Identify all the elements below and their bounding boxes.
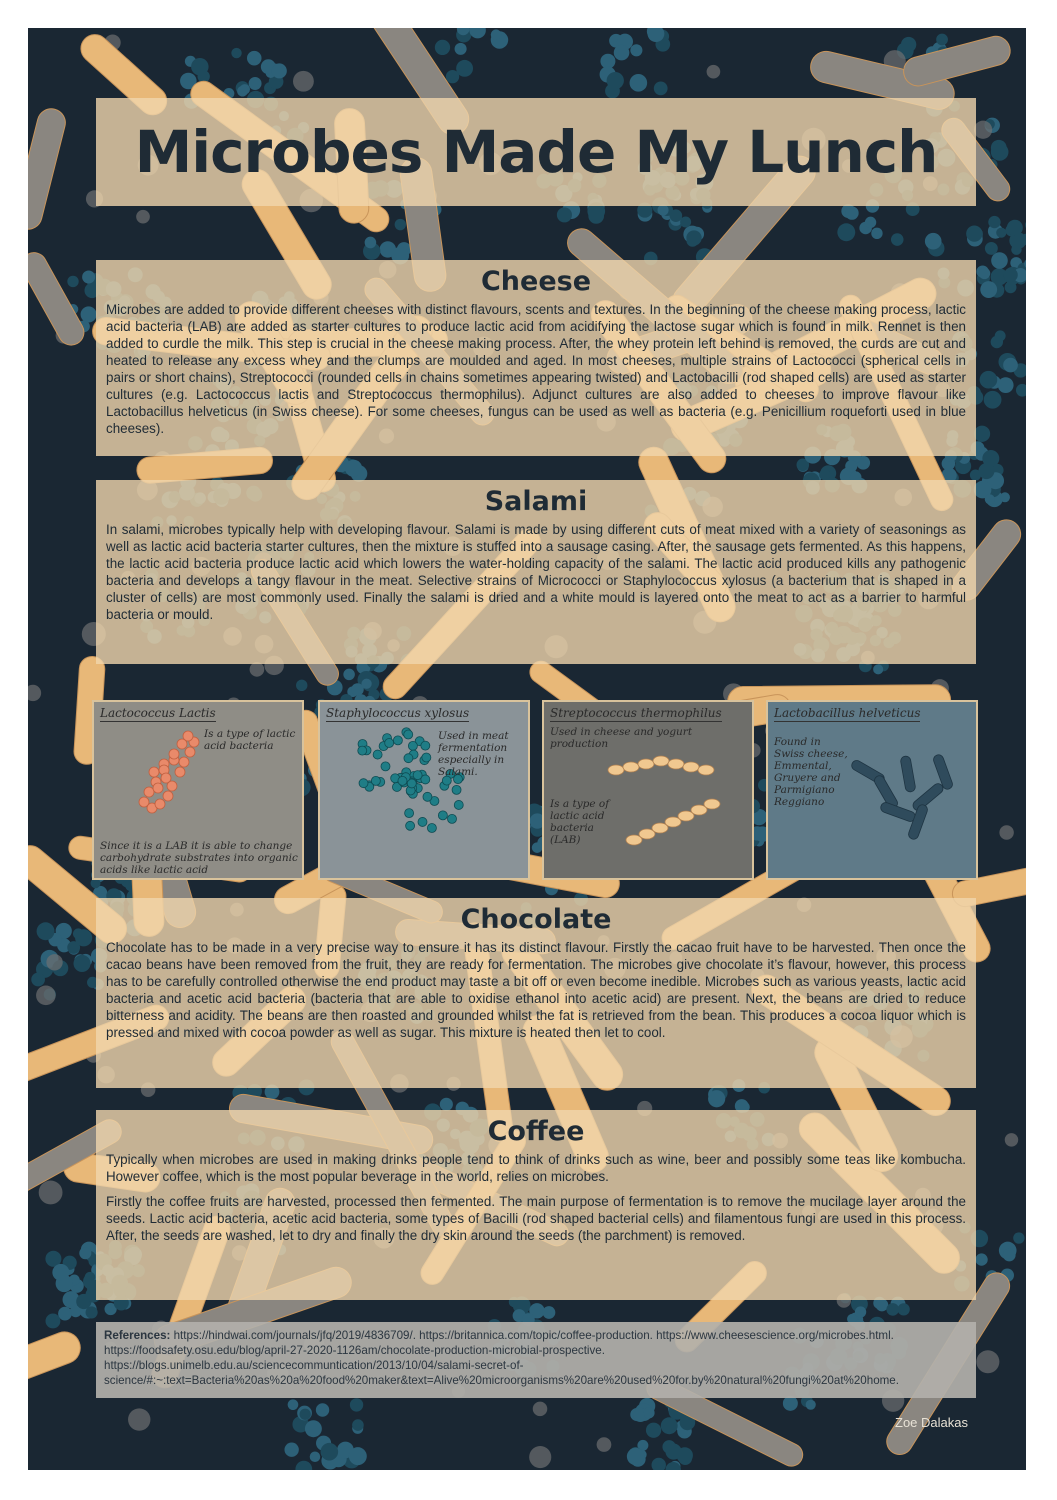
sphere-shape [250,662,265,677]
cell-shape [179,757,189,767]
card-note: Is a type of lactic acid bacteria (LAB) [550,798,610,846]
coccus-shape [658,205,669,216]
references-text: https://hindwai.com/journals/jfq/2019/4836709/. https://britannica.com/topic/coffee-production. https://www.cheesescience.org/microbes.html. https://foodsafety.osu.edu/blog/april-27-2020-1126am/chocolate-production-microbial-prospective. https://blogs.unimelb.edu.au/sciencecommuntication/2013/10/04/salami-secret-of-science/#:~:text=Bacteria%20as%20a%20food%20maker&text=Alive%20microorganisms%20are%20used%20for.by%20natural%20fungi%20at%20home. [104,1329,899,1387]
coccus-shape [81,306,97,322]
coccus-shape [855,1306,866,1317]
cell-shape [149,767,159,777]
cell-shape [608,765,624,775]
cell-shape [161,773,171,783]
cell-shape [404,730,413,739]
coccus-shape [643,1407,654,1418]
coccus-shape [630,44,642,56]
cell-shape [421,741,430,750]
coccus-shape [871,228,882,239]
rod-shape [900,33,1013,89]
cell-shape [454,800,463,809]
references [96,1322,976,1398]
coccus-shape [966,225,982,241]
coccus-shape [982,450,999,467]
coccus-shape [67,276,78,287]
coccus-shape [75,929,92,946]
cell-shape [683,762,699,772]
coccus-shape [272,63,287,78]
coccus-shape [886,1303,899,1316]
coccus-shape [975,1253,987,1265]
coccus-shape [288,1399,299,1410]
coccus-shape [284,1443,298,1457]
coccus-shape [686,230,701,245]
cell-shape [185,747,195,757]
cell-shape [175,767,185,777]
coccus-shape [1007,220,1023,236]
sphere-shape [293,71,314,92]
cell-shape [907,803,929,840]
coffee-section [96,1110,976,1300]
coccus-shape [345,460,362,477]
rod-shape [28,1327,85,1391]
cell-shape [452,785,461,794]
sphere-shape [39,1181,63,1205]
poster-title: Microbes Made My Lunch [134,118,938,186]
card-lactobacillus-helveticus [766,700,978,880]
card-title: Staphylococcus xylosus [326,706,470,720]
coffee-title: Coffee [487,1116,585,1147]
card-title: Streptococcus thermophilus [550,706,722,720]
coccus-shape [898,1303,910,1315]
coccus-shape [395,219,406,230]
cell-shape [405,809,414,818]
coccus-shape [191,58,208,75]
coccus-shape [991,252,1008,269]
cell-shape [653,756,669,766]
coccus-shape [295,1461,312,1470]
coccus-shape [980,281,997,298]
coccus-shape [361,679,371,689]
coccus-shape [837,223,855,241]
coccus-shape [661,1417,678,1434]
coccus-shape [249,77,262,90]
coccus-shape [984,391,1002,409]
sphere-shape [46,954,62,970]
cheese-title: Cheese [480,266,592,297]
coccus-shape [925,233,942,250]
coccus-shape [614,45,630,61]
card-note: Found in Swiss cheese, Emmental, Gruyere and Parmigiano Reggiano [774,736,848,808]
coccus-shape [652,1458,666,1470]
coccus-shape [52,1264,69,1281]
salami-title: Salami [484,486,588,517]
coccus-shape [440,1098,453,1111]
rod-shape [28,248,89,350]
coccus-shape [646,1423,661,1438]
poster [28,28,1026,1470]
cell-shape [879,801,916,823]
coccus-shape [783,1396,798,1411]
coccus-shape [491,29,502,40]
cell-shape [638,759,654,769]
coccus-shape [305,1420,322,1437]
sphere-shape [974,121,992,139]
coccus-shape [316,1403,329,1416]
sphere-shape [597,1437,612,1452]
cell-shape [144,787,154,797]
coccus-shape [46,1314,61,1329]
sphere-shape [1005,1133,1018,1146]
bacteria-cards [92,700,998,880]
coccus-shape [231,48,241,58]
cell-shape [406,821,415,830]
staphylococcus-cells [320,702,530,880]
cell-shape [438,811,447,820]
coccus-shape [988,216,1000,228]
title-panel [96,98,976,206]
coccus-shape [1016,384,1026,397]
cell-shape [155,799,165,809]
coccus-shape [1005,281,1017,293]
cell-shape [398,776,407,785]
coffee-text-1: Typically when microbes are used in making drinks people tend to think of drinks such as wine, beer and possibly some teas like kombucha. However coffee, which is the most popular beverage in the world, relies on microbes. [106,1152,966,1184]
coccus-shape [365,237,377,249]
coccus-shape [247,51,262,66]
cell-shape [371,776,380,785]
card-staphylococcus-xylosus [318,700,530,880]
coccus-shape [974,426,990,442]
coccus-shape [350,1398,363,1411]
coccus-shape [455,43,467,55]
coccus-shape [607,72,624,89]
sphere-shape [707,65,721,79]
coccus-shape [446,70,459,83]
coccus-shape [469,28,485,38]
card-streptococcus-thermophilus [542,700,754,880]
cell-shape [177,739,187,749]
coccus-shape [980,371,998,389]
cell-shape [404,754,413,763]
coccus-shape [58,1307,72,1321]
cheese-section [96,260,976,456]
author: Zoe Dalakas [895,1415,968,1430]
coccus-shape [845,206,858,219]
coccus-shape [996,228,1006,238]
sphere-shape [999,825,1013,839]
coccus-shape [1000,492,1010,502]
cell-shape [668,759,684,769]
card-note: Since it is a LAB it is able to change carbohydrate substrates into organic acids like lactic acid [100,840,298,876]
coccus-shape [1004,268,1018,282]
cell-shape [698,765,714,775]
coccus-shape [991,143,1009,161]
coccus-shape [1003,1249,1016,1262]
cell-shape [163,791,173,801]
coccus-shape [985,242,998,255]
coccus-shape [876,1299,889,1312]
rod-shape [28,106,68,232]
coccus-shape [82,270,95,283]
cell-shape [385,738,394,747]
card-title: Lactococcus Lactis [100,706,216,720]
chocolate-text: Chocolate has to be made in a very precise way to ensure it has its distinct flavour. Firstly the cacao fruit have to be harvested. Then once the cacao beans have been removed from the fruit, they are ready for fermentation. The microbes give chocolate it’s flavour, however, this process has to be carefully controlled otherwise the end product may taste a bit off or even become inedible. Microbes such as various yeasts, lactic acid bacteria and acetic acid bacteria (bacteria that are able to oxidise ethanol into acetic acid) are present. Next, the beans are dried to reduce bitterness and acidity. The beans are then roasted and grounded whilst the fat is retrieved from the bean. This produces a cocoa liquor which is pressed and mixed with cocoa powder as well as sugar. This mixture is heated then let to cool. [106,940,966,1040]
cell-shape [704,799,720,809]
sphere-shape [28,685,41,701]
sphere-shape [136,210,150,224]
coffee-text-2: Firstly the coffee fruits are harvested, processed then fermented. The main purpose of fermentation is to remove the mucilage layer around the seeds. Lactic acid bacteria, acetic acid bacteria, some types of Bacilli (rod shaped bacterial cells) and filamentous fungi are used in this process. After, the seeds are washed, let to dry and finally the dry skin around the seeds (the parchment) is removed. [106,1194,966,1243]
cell-shape [381,762,390,771]
sphere-shape [529,1446,551,1468]
card-note: Used in cheese and yogurt production [550,726,693,750]
coccus-shape [73,955,90,972]
coccus-shape [985,494,995,504]
card-note: Is a type of lactic acid bacteria [204,728,296,752]
coccus-shape [873,664,883,674]
coccus-shape [654,81,668,95]
cell-shape [422,753,431,762]
card-lactococcus-lactis [92,700,304,880]
coccus-shape [845,460,857,472]
coccus-shape [708,1090,725,1107]
coccus-shape [352,1419,364,1431]
coccus-shape [665,1443,681,1459]
coccus-shape [557,207,572,222]
chocolate-section [96,898,976,1088]
coccus-shape [979,268,991,280]
salami-text: In salami, microbes typically help with developing flavour. Salami is made by using different cuts of meat mixed with a variety of seasonings as well as lactic acid bacteria starter cultures, then the mixture is stuffed into a sausage casing. After, the sausage gets fermented. As this happens, the lactic acid bacteria produce lactic acid which lowers the water-holding capacity of the salami. The lactic acid produced kills any pathogenic bacteria and develops a tangy flavour in the meat. Selective strains of Micrococci or Staphylococcus xylosus (a bacterium that is shaped in a cluster of cells) are most commonly used. Finally the salami is dried and a white mould is layered onto the meat to act as a barrier to harmful bacteria or mould. [106,522,966,622]
card-title: Lactobacillus helveticus [774,706,921,720]
coccus-shape [343,669,355,681]
cell-shape [358,746,367,755]
cell-shape [359,779,368,788]
coccus-shape [680,216,691,227]
salami-section [96,480,976,664]
cell-shape [423,792,432,801]
coccus-shape [891,233,904,246]
cell-shape [393,736,402,745]
coccus-shape [1025,219,1026,231]
cell-shape [418,817,427,826]
coccus-shape [806,1400,816,1410]
coccus-shape [627,1448,644,1465]
coccus-shape [543,1306,556,1319]
cell-shape [408,741,417,750]
cell-shape [900,755,916,792]
coccus-shape [630,74,648,92]
references-label: References: [104,1329,171,1342]
coccus-shape [300,1409,311,1420]
coccus-shape [1003,358,1018,373]
sphere-shape [36,986,56,1006]
coccus-shape [37,922,55,940]
cell-shape [169,749,179,759]
coccus-shape [349,1447,367,1465]
cheese-text: Microbes are added to provide different cheeses with distinct flavours, scents and textures. In the beginning of the cheese making process, lactic acid bacteria (LAB) are added as starter cultures to produce lactic acid from acidifying the lactose sugar which is found in milk. Rennet is then added to curdle the milk. This step is crucial in the cheese making process. After, the whey protein left behind is removed, the curds are cut and heated to release any excess whey and the clumps are moulded and aged. In most cheeses, multiple strains of Lactococci (spherical cells in pairs or short chains), Streptococci (rounded cells in chains sometimes appearing twisted) and Lactobacilli (rod shaped cells) are used as starter cultures (e.g. Lactococcus lactis and Streptococcus thermophilus). Adjunct cultures are also added to cheeses to improve flavour like Lactobacillus helveticus (in Swiss cheese). For some cheeses, fungus can be used as well as bacteria (e.g. Penicillium roqueforti used in blue cheeses). [106,302,966,436]
coccus-shape [435,40,450,55]
card-note: Used in meat fermentation especially in Salami. [438,730,509,778]
coccus-shape [237,86,248,97]
cell-shape [623,762,639,772]
chocolate-title: Chocolate [460,904,612,935]
coccus-shape [991,336,1003,348]
cell-shape [153,783,163,793]
coccus-shape [86,1306,98,1318]
coccus-shape [998,377,1014,393]
cell-shape [413,771,422,780]
coccus-shape [310,1451,321,1462]
coccus-shape [321,1443,339,1461]
sphere-shape [533,1402,548,1417]
coccus-shape [936,34,948,46]
coccus-shape [1013,1232,1024,1243]
cell-shape [448,814,457,823]
coccus-shape [31,973,45,987]
coccus-shape [296,680,307,691]
coccus-shape [79,1247,91,1259]
cell-shape [911,782,945,813]
cell-shape [373,750,382,759]
sphere-shape [128,1408,150,1430]
coccus-shape [865,217,876,228]
cell-shape [427,823,436,832]
sphere-shape [976,1350,999,1373]
